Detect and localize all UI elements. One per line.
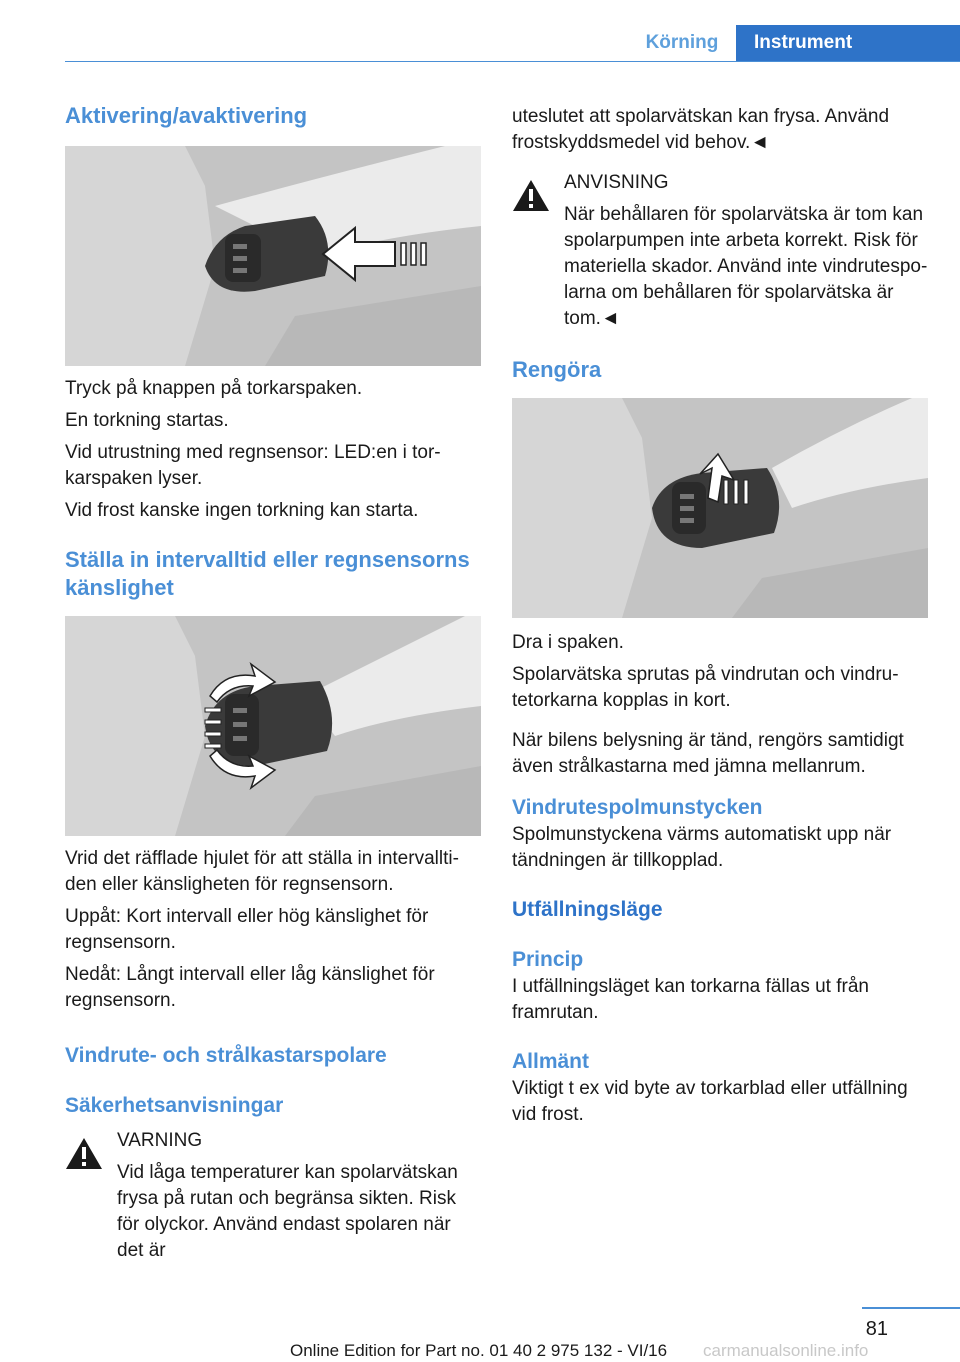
watermark: carmanualsonline.info	[703, 1341, 869, 1360]
heading-safety: Säkerhetsanvisningar	[65, 1094, 284, 1117]
left-column	[65, 100, 481, 1264]
heading-activation: Aktivering/avaktivering	[65, 103, 308, 128]
paragraph: Nedåt: Långt intervall eller låg känslighet för regnsensorn.	[65, 964, 435, 1011]
paragraph: I utfällningsläget kan torkarna fällas ut från framrutan.	[512, 976, 869, 1023]
notice-label: ANVISNING	[564, 172, 669, 193]
heading-clean: Rengöra	[512, 357, 602, 382]
right-column	[512, 104, 928, 1128]
tab-korning[interactable]: Körning	[645, 32, 719, 53]
paragraph: Viktigt t ex vid byte av torkarblad eller utfällning vid frost.	[512, 1078, 908, 1125]
paragraph: Vid utrustning med regnsensor: LED:en i tor-karspaken lyser.	[65, 442, 441, 489]
heading-washer: Vindrute- och strålkastarspolare	[65, 1044, 387, 1067]
heading-nozzles: Vindrutespolmunstycken	[512, 796, 763, 819]
warning-label: VARNING	[117, 1130, 203, 1151]
paragraph: Spolmunstyckena värms automatiskt upp när tändningen är tillkopplad.	[512, 824, 892, 871]
heading-general: Allmänt	[512, 1050, 590, 1073]
figure-wiper-wheel	[65, 616, 481, 836]
header-rule	[65, 61, 960, 62]
paragraph: Dra i spaken.	[512, 632, 624, 653]
warning-text: Vid låga temperaturer kan spolarvätskan frysa på rutan och begränsa sikten. Risk för olyckor. Använd endast spolaren när det är	[117, 1162, 458, 1261]
figure-wiper-button	[65, 146, 481, 366]
paragraph: uteslutet att spolarvätskan kan frysa. Använd frostskyddsmedel vid behov.◄	[512, 106, 890, 153]
paragraph: Uppåt: Kort intervall eller hög känslighet för regnsensorn.	[65, 906, 429, 953]
paragraph: Vrid det räfflade hjulet för att ställa in intervallti-den eller känsligheten för regnsensorn.	[65, 848, 459, 895]
paragraph: En torkning startas.	[65, 410, 229, 431]
footer-rule	[862, 1307, 960, 1309]
notice-triangle-icon	[512, 178, 550, 212]
paragraph: Tryck på knappen på torkarspaken.	[65, 378, 363, 399]
paragraph: När bilens belysning är tänd, rengörs samtidigt även strålkastarna med jämna mellanrum.	[512, 730, 904, 777]
figure-wiper-pull	[512, 398, 928, 618]
notice-block	[512, 170, 928, 332]
paragraph: Spolarvätska sprutas på vindrutan och vindru-tetorkarna kopplas in kort.	[512, 664, 899, 711]
page-number: 81	[865, 1318, 888, 1340]
edition-text: Online Edition for Part no. 01 40 2 975 132 - VI/16	[290, 1341, 668, 1360]
heading-principle: Princip	[512, 948, 584, 971]
warning-triangle-icon	[65, 1136, 103, 1170]
heading-interval: Ställa in intervalltid eller regnsensorns känslighet	[65, 547, 470, 600]
tab-instrument[interactable]: Instrument	[736, 25, 960, 61]
heading-foldout: Utfällningsläge	[512, 898, 663, 921]
paragraph: Vid frost kanske ingen torkning kan starta.	[65, 500, 419, 521]
notice-text: När behållaren för spolarvätska är tom kan spolarpumpen inte arbeta korrekt. Risk för materiella skador. Använd inte vindrutespo-larna om behållaren för spolarvätska är tom.◄	[564, 204, 928, 329]
warning-block	[65, 1128, 481, 1264]
